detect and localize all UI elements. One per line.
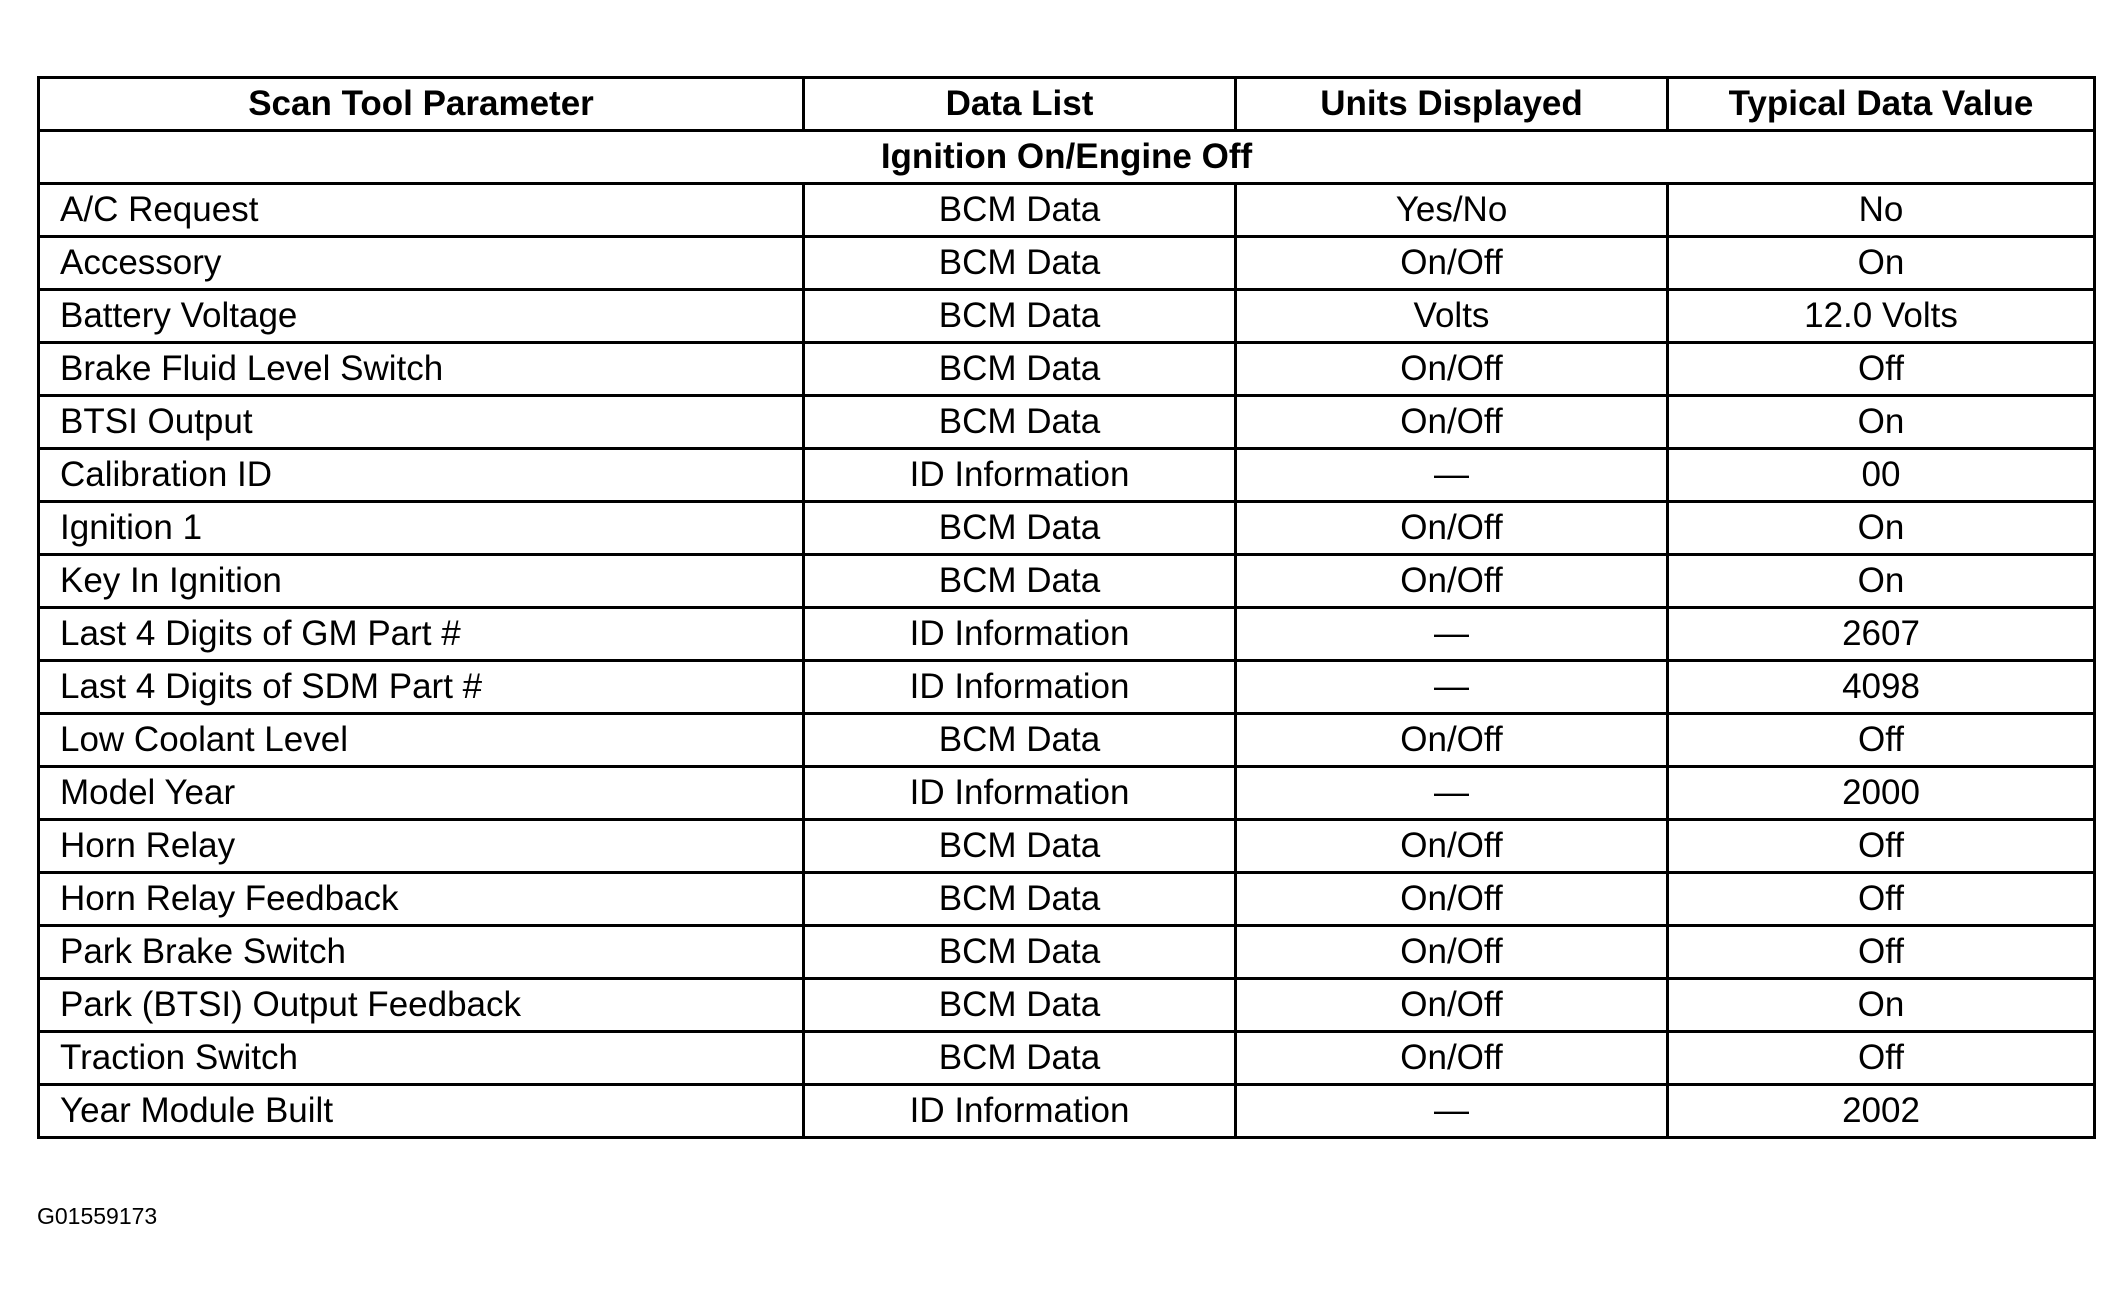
units-cell: On/Off [1236,979,1668,1032]
parameter-cell: Park (BTSI) Output Feedback [39,979,804,1032]
data-list-cell: BCM Data [804,555,1236,608]
units-cell: On/Off [1236,873,1668,926]
typical-value-cell: Off [1668,873,2095,926]
data-list-cell: ID Information [804,608,1236,661]
parameter-cell: Battery Voltage [39,290,804,343]
parameter-cell: Horn Relay [39,820,804,873]
data-list-cell: ID Information [804,1085,1236,1138]
table-body [39,131,2095,1138]
parameter-cell: Last 4 Digits of SDM Part # [39,661,804,714]
section-row [39,131,2095,184]
table-row [39,979,2095,1032]
scan-tool-data-table [37,76,2096,1139]
table-row [39,396,2095,449]
table-row [39,449,2095,502]
typical-value-cell: Off [1668,714,2095,767]
typical-value-cell: On [1668,555,2095,608]
table-row [39,1085,2095,1138]
data-list-cell: BCM Data [804,873,1236,926]
parameter-cell: Key In Ignition [39,555,804,608]
typical-value-cell: 2000 [1668,767,2095,820]
data-list-cell: BCM Data [804,979,1236,1032]
header-units-displayed: Units Displayed [1236,78,1668,131]
data-list-cell: ID Information [804,449,1236,502]
typical-value-cell: Off [1668,820,2095,873]
table-row [39,1032,2095,1085]
table-row [39,926,2095,979]
table-row [39,661,2095,714]
table-row [39,820,2095,873]
units-cell: Yes/No [1236,184,1668,237]
units-cell: — [1236,661,1668,714]
typical-value-cell: 2002 [1668,1085,2095,1138]
data-list-cell: BCM Data [804,926,1236,979]
table-row [39,502,2095,555]
units-cell: On/Off [1236,926,1668,979]
typical-value-cell: 4098 [1668,661,2095,714]
typical-value-cell: Off [1668,1032,2095,1085]
data-list-cell: ID Information [804,661,1236,714]
units-cell: — [1236,767,1668,820]
units-cell: — [1236,449,1668,502]
units-cell: — [1236,1085,1668,1138]
typical-value-cell: On [1668,396,2095,449]
table-row [39,237,2095,290]
header-scan-tool-parameter: Scan Tool Parameter [39,78,804,131]
data-list-cell: BCM Data [804,343,1236,396]
header-data-list: Data List [804,78,1236,131]
data-list-cell: BCM Data [804,396,1236,449]
parameter-cell: A/C Request [39,184,804,237]
data-list-cell: BCM Data [804,820,1236,873]
table-row [39,714,2095,767]
typical-value-cell: Off [1668,926,2095,979]
data-list-cell: BCM Data [804,184,1236,237]
units-cell: On/Off [1236,502,1668,555]
parameter-cell: Calibration ID [39,449,804,502]
typical-value-cell: On [1668,979,2095,1032]
data-list-cell: BCM Data [804,237,1236,290]
header-typical-data-value: Typical Data Value [1668,78,2095,131]
data-list-cell: BCM Data [804,502,1236,555]
typical-value-cell: Off [1668,343,2095,396]
table-row [39,290,2095,343]
parameter-cell: Low Coolant Level [39,714,804,767]
parameter-cell: Year Module Built [39,1085,804,1138]
units-cell: On/Off [1236,820,1668,873]
table-row [39,343,2095,396]
typical-value-cell: 12.0 Volts [1668,290,2095,343]
section-title: Ignition On/Engine Off [39,131,2095,184]
table-row [39,767,2095,820]
data-list-cell: BCM Data [804,290,1236,343]
table-row [39,873,2095,926]
parameter-cell: Park Brake Switch [39,926,804,979]
table-row [39,608,2095,661]
units-cell: — [1236,608,1668,661]
parameter-cell: BTSI Output [39,396,804,449]
figure-id: G01559173 [37,1203,158,1229]
data-list-cell: ID Information [804,767,1236,820]
parameter-cell: Traction Switch [39,1032,804,1085]
parameter-cell: Last 4 Digits of GM Part # [39,608,804,661]
typical-value-cell: No [1668,184,2095,237]
data-list-cell: BCM Data [804,1032,1236,1085]
units-cell: On/Off [1236,237,1668,290]
typical-value-cell: On [1668,502,2095,555]
scan-tool-data-table-container [37,76,2093,1139]
typical-value-cell: 2607 [1668,608,2095,661]
parameter-cell: Model Year [39,767,804,820]
table-row [39,555,2095,608]
parameter-cell: Ignition 1 [39,502,804,555]
typical-value-cell: On [1668,237,2095,290]
units-cell: On/Off [1236,396,1668,449]
units-cell: On/Off [1236,714,1668,767]
units-cell: On/Off [1236,555,1668,608]
table-header-row [39,78,2095,131]
parameter-cell: Accessory [39,237,804,290]
parameter-cell: Brake Fluid Level Switch [39,343,804,396]
data-list-cell: BCM Data [804,714,1236,767]
typical-value-cell: 00 [1668,449,2095,502]
parameter-cell: Horn Relay Feedback [39,873,804,926]
units-cell: On/Off [1236,1032,1668,1085]
units-cell: On/Off [1236,343,1668,396]
units-cell: Volts [1236,290,1668,343]
table-row [39,184,2095,237]
